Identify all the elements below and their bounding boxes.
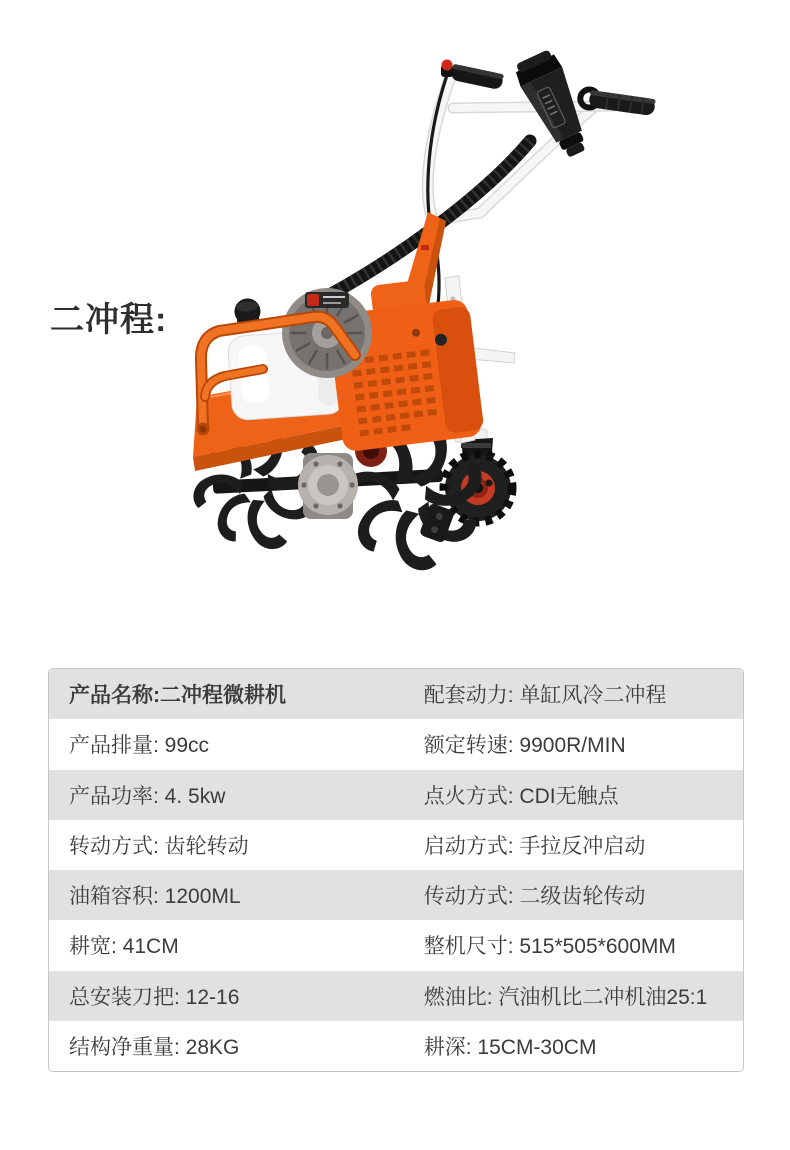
spec-cell-till-width: 耕宽: 41CM [69, 935, 179, 959]
recoil-starter [282, 288, 372, 378]
gearbox [298, 453, 358, 519]
spec-cell-till-depth: 耕深: 15CM-30CM [423, 1035, 597, 1059]
spec-table [48, 668, 744, 1072]
spec-cell-rated-speed: 额定转速: 9900R/MIN [423, 734, 626, 758]
spec-cell-power-type: 配套动力: 单缸风冷二冲程 [423, 684, 667, 708]
kill-switch-button [442, 60, 453, 71]
spec-cell-net-weight: 结构净重量: 28KG [69, 1035, 240, 1059]
spec-row [49, 1021, 743, 1071]
spec-cell-rotation: 转动方式: 齿轮转动 [69, 834, 249, 858]
spec-row [49, 820, 743, 870]
spec-row [49, 770, 743, 820]
spec-cell-start-mode: 启动方式: 手拉反冲启动 [423, 834, 646, 858]
engine-label [305, 292, 349, 308]
spec-cell-power: 产品功率: 4. 5kw [69, 784, 226, 808]
spec-cell-blade-count: 总安装刀把: 12-16 [69, 985, 240, 1009]
product-variant-heading: 二冲程: [50, 301, 168, 339]
spec-row [49, 719, 743, 769]
spec-cell-dimensions: 整机尺寸: 515*505*600MM [423, 935, 676, 959]
spec-cell-transmission: 传动方式: 二级齿轮传动 [423, 885, 646, 909]
spec-row [49, 920, 743, 970]
spec-row [49, 971, 743, 1021]
product-image-tiller [185, 45, 665, 645]
spec-cell-ignition: 点火方式: CDI无触点 [423, 784, 619, 808]
spec-cell-displacement: 产品排量: 99cc [69, 734, 210, 758]
spec-row [49, 669, 743, 719]
spec-cell-fuel-ratio: 燃油比: 汽油机比二冲机油25:1 [423, 985, 708, 1009]
spec-row [49, 870, 743, 920]
spec-cell-product-name: 产品名称:二冲程微耕机 [69, 684, 286, 708]
spec-cell-tank-volume: 油箱容积: 1200ML [69, 885, 241, 909]
